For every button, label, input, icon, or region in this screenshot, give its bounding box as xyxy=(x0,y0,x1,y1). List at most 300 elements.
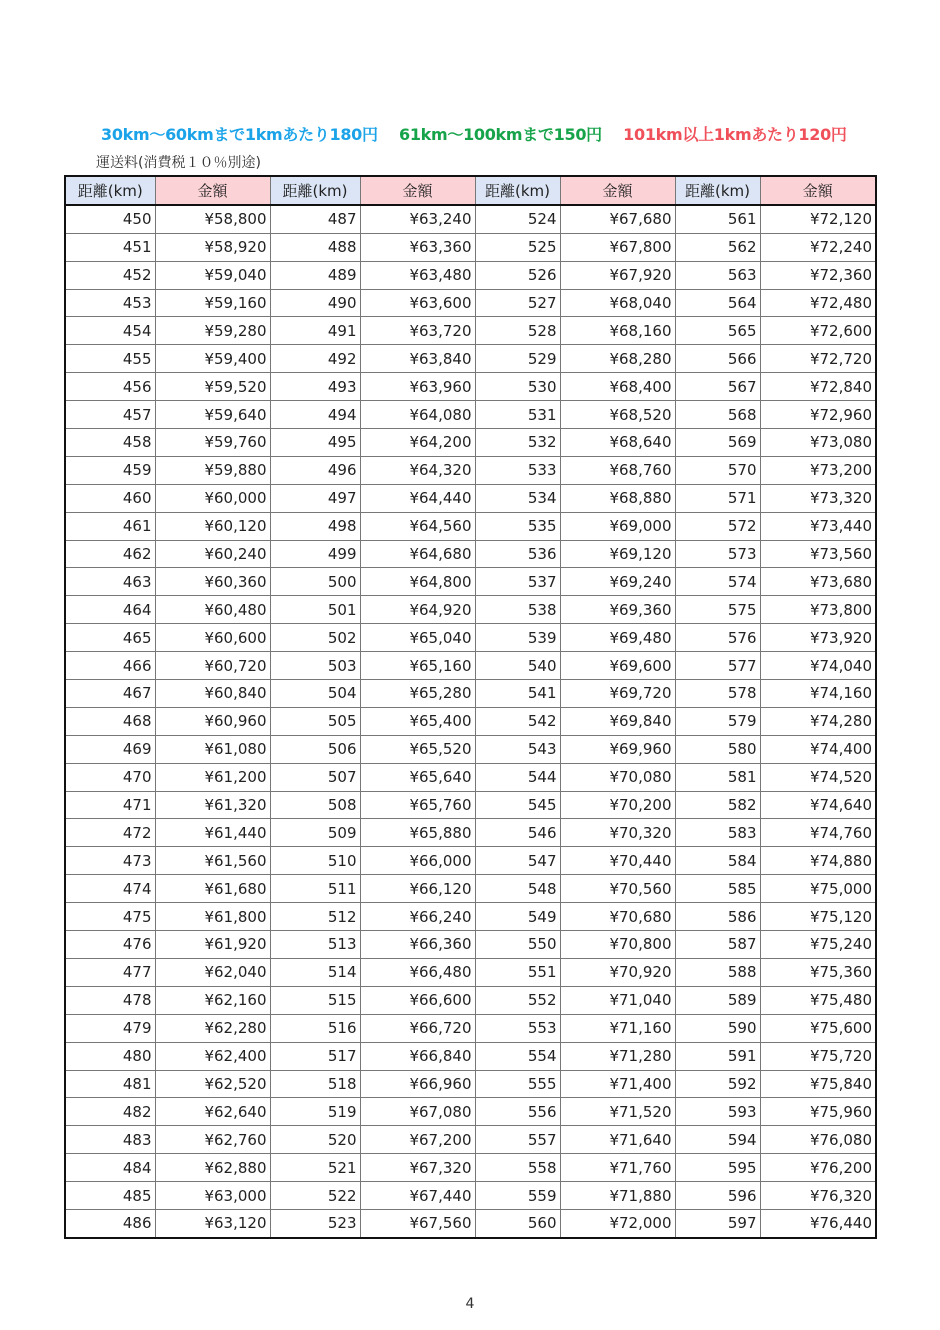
distance-cell: 569 xyxy=(675,429,760,457)
distance-cell: 463 xyxy=(65,568,155,596)
amount-cell: ¥67,080 xyxy=(360,1098,475,1126)
amount-header: 金額 xyxy=(760,176,876,205)
distance-cell: 480 xyxy=(65,1042,155,1070)
amount-cell: ¥61,080 xyxy=(155,735,270,763)
amount-cell: ¥60,240 xyxy=(155,540,270,568)
amount-cell: ¥71,760 xyxy=(560,1154,675,1182)
distance-cell: 575 xyxy=(675,596,760,624)
distance-cell: 551 xyxy=(475,958,560,986)
distance-cell: 472 xyxy=(65,819,155,847)
amount-cell: ¥72,600 xyxy=(760,317,876,345)
amount-cell: ¥66,120 xyxy=(360,875,475,903)
amount-cell: ¥73,440 xyxy=(760,512,876,540)
distance-cell: 488 xyxy=(270,233,360,261)
distance-cell: 485 xyxy=(65,1182,155,1210)
distance-cell: 538 xyxy=(475,596,560,624)
distance-cell: 490 xyxy=(270,289,360,317)
amount-cell: ¥60,960 xyxy=(155,707,270,735)
distance-cell: 568 xyxy=(675,401,760,429)
amount-cell: ¥64,680 xyxy=(360,540,475,568)
amount-cell: ¥65,040 xyxy=(360,624,475,652)
amount-cell: ¥63,480 xyxy=(360,261,475,289)
amount-cell: ¥71,160 xyxy=(560,1014,675,1042)
amount-cell: ¥67,920 xyxy=(560,261,675,289)
table-row xyxy=(65,1098,876,1126)
distance-cell: 577 xyxy=(675,652,760,680)
amount-cell: ¥70,320 xyxy=(560,819,675,847)
distance-cell: 533 xyxy=(475,456,560,484)
distance-cell: 518 xyxy=(270,1070,360,1098)
distance-cell: 450 xyxy=(65,205,155,233)
distance-cell: 492 xyxy=(270,345,360,373)
distance-cell: 471 xyxy=(65,791,155,819)
amount-cell: ¥71,040 xyxy=(560,986,675,1014)
table-row xyxy=(65,958,876,986)
distance-cell: 593 xyxy=(675,1098,760,1126)
table-row xyxy=(65,791,876,819)
distance-cell: 496 xyxy=(270,456,360,484)
distance-cell: 525 xyxy=(475,233,560,261)
table-body xyxy=(65,205,876,1238)
amount-cell: ¥74,760 xyxy=(760,819,876,847)
table-row xyxy=(65,429,876,457)
amount-cell: ¥62,280 xyxy=(155,1014,270,1042)
distance-cell: 466 xyxy=(65,652,155,680)
amount-cell: ¥66,000 xyxy=(360,847,475,875)
distance-cell: 465 xyxy=(65,624,155,652)
distance-cell: 517 xyxy=(270,1042,360,1070)
distance-cell: 469 xyxy=(65,735,155,763)
amount-cell: ¥62,880 xyxy=(155,1154,270,1182)
amount-cell: ¥67,200 xyxy=(360,1126,475,1154)
amount-cell: ¥62,640 xyxy=(155,1098,270,1126)
amount-cell: ¥66,240 xyxy=(360,903,475,931)
amount-cell: ¥63,600 xyxy=(360,289,475,317)
amount-cell: ¥74,400 xyxy=(760,735,876,763)
distance-cell: 458 xyxy=(65,429,155,457)
amount-cell: ¥66,720 xyxy=(360,1014,475,1042)
distance-cell: 556 xyxy=(475,1098,560,1126)
distance-cell: 513 xyxy=(270,931,360,959)
distance-cell: 478 xyxy=(65,986,155,1014)
distance-cell: 588 xyxy=(675,958,760,986)
distance-cell: 499 xyxy=(270,540,360,568)
amount-cell: ¥73,320 xyxy=(760,484,876,512)
table-row xyxy=(65,707,876,735)
distance-cell: 523 xyxy=(270,1209,360,1237)
amount-cell: ¥64,320 xyxy=(360,456,475,484)
amount-cell: ¥70,680 xyxy=(560,903,675,931)
table-row xyxy=(65,1182,876,1210)
distance-cell: 473 xyxy=(65,847,155,875)
amount-cell: ¥67,440 xyxy=(360,1182,475,1210)
table-row xyxy=(65,456,876,484)
amount-cell: ¥62,040 xyxy=(155,958,270,986)
amount-cell: ¥72,360 xyxy=(760,261,876,289)
amount-cell: ¥64,080 xyxy=(360,401,475,429)
amount-cell: ¥68,640 xyxy=(560,429,675,457)
distance-cell: 462 xyxy=(65,540,155,568)
distance-header: 距離(km) xyxy=(65,176,155,205)
distance-cell: 542 xyxy=(475,707,560,735)
amount-cell: ¥63,000 xyxy=(155,1182,270,1210)
distance-cell: 565 xyxy=(675,317,760,345)
distance-cell: 504 xyxy=(270,680,360,708)
distance-cell: 561 xyxy=(675,205,760,233)
rate-tier-3: 101km以上1kmあたり120円 xyxy=(623,125,847,144)
table-row xyxy=(65,317,876,345)
table-row xyxy=(65,345,876,373)
amount-cell: ¥68,760 xyxy=(560,456,675,484)
table-row xyxy=(65,903,876,931)
distance-cell: 583 xyxy=(675,819,760,847)
amount-cell: ¥63,360 xyxy=(360,233,475,261)
amount-cell: ¥63,240 xyxy=(360,205,475,233)
distance-cell: 537 xyxy=(475,568,560,596)
distance-cell: 589 xyxy=(675,986,760,1014)
distance-cell: 500 xyxy=(270,568,360,596)
distance-cell: 498 xyxy=(270,512,360,540)
table-row xyxy=(65,1014,876,1042)
amount-cell: ¥68,160 xyxy=(560,317,675,345)
rate-header xyxy=(101,122,863,145)
distance-cell: 557 xyxy=(475,1126,560,1154)
distance-cell: 535 xyxy=(475,512,560,540)
amount-cell: ¥59,040 xyxy=(155,261,270,289)
amount-cell: ¥61,200 xyxy=(155,763,270,791)
amount-cell: ¥71,640 xyxy=(560,1126,675,1154)
amount-cell: ¥71,280 xyxy=(560,1042,675,1070)
amount-cell: ¥60,720 xyxy=(155,652,270,680)
distance-cell: 540 xyxy=(475,652,560,680)
amount-cell: ¥65,400 xyxy=(360,707,475,735)
distance-cell: 547 xyxy=(475,847,560,875)
amount-header: 金額 xyxy=(155,176,270,205)
distance-header: 距離(km) xyxy=(270,176,360,205)
table-row xyxy=(65,373,876,401)
amount-cell: ¥67,680 xyxy=(560,205,675,233)
amount-cell: ¥71,880 xyxy=(560,1182,675,1210)
amount-cell: ¥63,720 xyxy=(360,317,475,345)
distance-cell: 555 xyxy=(475,1070,560,1098)
distance-cell: 474 xyxy=(65,875,155,903)
amount-cell: ¥68,400 xyxy=(560,373,675,401)
amount-header: 金額 xyxy=(560,176,675,205)
distance-cell: 563 xyxy=(675,261,760,289)
distance-cell: 522 xyxy=(270,1182,360,1210)
amount-cell: ¥70,200 xyxy=(560,791,675,819)
amount-cell: ¥64,440 xyxy=(360,484,475,512)
distance-cell: 483 xyxy=(65,1126,155,1154)
table-row xyxy=(65,1154,876,1182)
amount-cell: ¥63,120 xyxy=(155,1209,270,1237)
distance-cell: 572 xyxy=(675,512,760,540)
amount-cell: ¥68,520 xyxy=(560,401,675,429)
amount-cell: ¥58,800 xyxy=(155,205,270,233)
distance-cell: 491 xyxy=(270,317,360,345)
distance-cell: 581 xyxy=(675,763,760,791)
distance-cell: 548 xyxy=(475,875,560,903)
distance-cell: 495 xyxy=(270,429,360,457)
distance-cell: 570 xyxy=(675,456,760,484)
table-row xyxy=(65,484,876,512)
distance-cell: 481 xyxy=(65,1070,155,1098)
distance-header: 距離(km) xyxy=(675,176,760,205)
amount-cell: ¥69,600 xyxy=(560,652,675,680)
distance-cell: 592 xyxy=(675,1070,760,1098)
amount-cell: ¥61,680 xyxy=(155,875,270,903)
distance-cell: 501 xyxy=(270,596,360,624)
fare-table xyxy=(64,175,877,1239)
amount-cell: ¥59,880 xyxy=(155,456,270,484)
table-row xyxy=(65,819,876,847)
table-subtitle: 運送料(消費税１０％別途) xyxy=(96,155,261,171)
amount-cell: ¥62,520 xyxy=(155,1070,270,1098)
distance-cell: 529 xyxy=(475,345,560,373)
distance-cell: 528 xyxy=(475,317,560,345)
amount-cell: ¥65,160 xyxy=(360,652,475,680)
distance-cell: 508 xyxy=(270,791,360,819)
distance-cell: 580 xyxy=(675,735,760,763)
amount-cell: ¥73,080 xyxy=(760,429,876,457)
amount-cell: ¥65,520 xyxy=(360,735,475,763)
amount-cell: ¥74,520 xyxy=(760,763,876,791)
distance-cell: 511 xyxy=(270,875,360,903)
distance-cell: 576 xyxy=(675,624,760,652)
rate-tier-2: 61km～100kmまで150円 xyxy=(398,125,602,144)
amount-cell: ¥73,200 xyxy=(760,456,876,484)
distance-cell: 487 xyxy=(270,205,360,233)
amount-cell: ¥65,760 xyxy=(360,791,475,819)
distance-cell: 494 xyxy=(270,401,360,429)
amount-cell: ¥60,120 xyxy=(155,512,270,540)
amount-cell: ¥70,080 xyxy=(560,763,675,791)
distance-cell: 464 xyxy=(65,596,155,624)
amount-cell: ¥73,680 xyxy=(760,568,876,596)
amount-cell: ¥70,800 xyxy=(560,931,675,959)
distance-cell: 520 xyxy=(270,1126,360,1154)
distance-cell: 527 xyxy=(475,289,560,317)
amount-cell: ¥69,120 xyxy=(560,540,675,568)
distance-cell: 582 xyxy=(675,791,760,819)
distance-cell: 562 xyxy=(675,233,760,261)
amount-cell: ¥64,200 xyxy=(360,429,475,457)
distance-cell: 510 xyxy=(270,847,360,875)
amount-cell: ¥75,720 xyxy=(760,1042,876,1070)
distance-cell: 526 xyxy=(475,261,560,289)
amount-cell: ¥60,840 xyxy=(155,680,270,708)
amount-cell: ¥59,400 xyxy=(155,345,270,373)
distance-cell: 479 xyxy=(65,1014,155,1042)
amount-cell: ¥71,520 xyxy=(560,1098,675,1126)
amount-cell: ¥67,560 xyxy=(360,1209,475,1237)
distance-cell: 521 xyxy=(270,1154,360,1182)
table-row xyxy=(65,289,876,317)
amount-cell: ¥65,280 xyxy=(360,680,475,708)
amount-cell: ¥61,320 xyxy=(155,791,270,819)
distance-cell: 594 xyxy=(675,1126,760,1154)
table-row xyxy=(65,1042,876,1070)
table-header-row xyxy=(65,176,876,205)
amount-cell: ¥59,280 xyxy=(155,317,270,345)
amount-cell: ¥75,240 xyxy=(760,931,876,959)
distance-cell: 597 xyxy=(675,1209,760,1237)
distance-cell: 530 xyxy=(475,373,560,401)
amount-cell: ¥66,960 xyxy=(360,1070,475,1098)
amount-cell: ¥62,160 xyxy=(155,986,270,1014)
distance-cell: 531 xyxy=(475,401,560,429)
amount-cell: ¥68,880 xyxy=(560,484,675,512)
distance-cell: 536 xyxy=(475,540,560,568)
distance-cell: 574 xyxy=(675,568,760,596)
table-row xyxy=(65,568,876,596)
page-number: 4 xyxy=(465,1296,475,1312)
amount-cell: ¥66,480 xyxy=(360,958,475,986)
amount-cell: ¥74,160 xyxy=(760,680,876,708)
distance-cell: 512 xyxy=(270,903,360,931)
table-row xyxy=(65,233,876,261)
table-row xyxy=(65,512,876,540)
distance-cell: 585 xyxy=(675,875,760,903)
amount-cell: ¥72,120 xyxy=(760,205,876,233)
amount-cell: ¥69,840 xyxy=(560,707,675,735)
amount-cell: ¥69,000 xyxy=(560,512,675,540)
amount-cell: ¥72,960 xyxy=(760,401,876,429)
distance-cell: 509 xyxy=(270,819,360,847)
amount-cell: ¥61,920 xyxy=(155,931,270,959)
amount-cell: ¥63,840 xyxy=(360,345,475,373)
amount-cell: ¥74,640 xyxy=(760,791,876,819)
distance-cell: 505 xyxy=(270,707,360,735)
distance-cell: 507 xyxy=(270,763,360,791)
table-row xyxy=(65,1209,876,1237)
amount-cell: ¥60,480 xyxy=(155,596,270,624)
distance-cell: 475 xyxy=(65,903,155,931)
amount-cell: ¥64,920 xyxy=(360,596,475,624)
distance-cell: 564 xyxy=(675,289,760,317)
distance-cell: 470 xyxy=(65,763,155,791)
distance-cell: 489 xyxy=(270,261,360,289)
amount-cell: ¥69,720 xyxy=(560,680,675,708)
distance-cell: 546 xyxy=(475,819,560,847)
amount-cell: ¥64,560 xyxy=(360,512,475,540)
table-row xyxy=(65,1070,876,1098)
distance-cell: 534 xyxy=(475,484,560,512)
amount-cell: ¥72,480 xyxy=(760,289,876,317)
table-row xyxy=(65,624,876,652)
amount-cell: ¥76,320 xyxy=(760,1182,876,1210)
distance-cell: 553 xyxy=(475,1014,560,1042)
amount-cell: ¥69,960 xyxy=(560,735,675,763)
amount-cell: ¥75,840 xyxy=(760,1070,876,1098)
distance-cell: 558 xyxy=(475,1154,560,1182)
distance-cell: 467 xyxy=(65,680,155,708)
distance-cell: 459 xyxy=(65,456,155,484)
amount-cell: ¥60,000 xyxy=(155,484,270,512)
distance-cell: 456 xyxy=(65,373,155,401)
table-row xyxy=(65,763,876,791)
distance-cell: 476 xyxy=(65,931,155,959)
distance-cell: 541 xyxy=(475,680,560,708)
distance-cell: 461 xyxy=(65,512,155,540)
distance-cell: 578 xyxy=(675,680,760,708)
amount-cell: ¥66,600 xyxy=(360,986,475,1014)
distance-cell: 486 xyxy=(65,1209,155,1237)
distance-cell: 591 xyxy=(675,1042,760,1070)
table-row xyxy=(65,680,876,708)
amount-cell: ¥70,560 xyxy=(560,875,675,903)
distance-cell: 554 xyxy=(475,1042,560,1070)
amount-cell: ¥62,760 xyxy=(155,1126,270,1154)
amount-cell: ¥72,720 xyxy=(760,345,876,373)
distance-cell: 544 xyxy=(475,763,560,791)
amount-cell: ¥67,320 xyxy=(360,1154,475,1182)
amount-cell: ¥75,960 xyxy=(760,1098,876,1126)
distance-cell: 516 xyxy=(270,1014,360,1042)
amount-cell: ¥59,160 xyxy=(155,289,270,317)
distance-cell: 514 xyxy=(270,958,360,986)
amount-cell: ¥76,080 xyxy=(760,1126,876,1154)
amount-cell: ¥63,960 xyxy=(360,373,475,401)
distance-cell: 493 xyxy=(270,373,360,401)
distance-cell: 468 xyxy=(65,707,155,735)
amount-cell: ¥72,000 xyxy=(560,1209,675,1237)
amount-cell: ¥73,920 xyxy=(760,624,876,652)
table-row xyxy=(65,875,876,903)
amount-cell: ¥74,040 xyxy=(760,652,876,680)
amount-cell: ¥75,600 xyxy=(760,1014,876,1042)
amount-cell: ¥75,000 xyxy=(760,875,876,903)
amount-cell: ¥67,800 xyxy=(560,233,675,261)
distance-cell: 587 xyxy=(675,931,760,959)
amount-cell: ¥71,400 xyxy=(560,1070,675,1098)
distance-cell: 482 xyxy=(65,1098,155,1126)
amount-cell: ¥73,800 xyxy=(760,596,876,624)
distance-cell: 590 xyxy=(675,1014,760,1042)
amount-cell: ¥74,280 xyxy=(760,707,876,735)
distance-cell: 453 xyxy=(65,289,155,317)
table-row xyxy=(65,205,876,233)
distance-cell: 539 xyxy=(475,624,560,652)
amount-cell: ¥75,120 xyxy=(760,903,876,931)
amount-cell: ¥60,360 xyxy=(155,568,270,596)
amount-cell: ¥59,760 xyxy=(155,429,270,457)
table-row xyxy=(65,261,876,289)
amount-cell: ¥76,200 xyxy=(760,1154,876,1182)
amount-cell: ¥61,800 xyxy=(155,903,270,931)
distance-cell: 573 xyxy=(675,540,760,568)
table-row xyxy=(65,652,876,680)
amount-cell: ¥64,800 xyxy=(360,568,475,596)
distance-cell: 502 xyxy=(270,624,360,652)
amount-cell: ¥75,480 xyxy=(760,986,876,1014)
amount-cell: ¥73,560 xyxy=(760,540,876,568)
amount-cell: ¥69,240 xyxy=(560,568,675,596)
distance-cell: 455 xyxy=(65,345,155,373)
distance-cell: 559 xyxy=(475,1182,560,1210)
distance-cell: 451 xyxy=(65,233,155,261)
distance-cell: 477 xyxy=(65,958,155,986)
distance-cell: 595 xyxy=(675,1154,760,1182)
distance-cell: 549 xyxy=(475,903,560,931)
amount-cell: ¥66,840 xyxy=(360,1042,475,1070)
amount-cell: ¥62,400 xyxy=(155,1042,270,1070)
distance-cell: 571 xyxy=(675,484,760,512)
amount-cell: ¥72,840 xyxy=(760,373,876,401)
table-row xyxy=(65,596,876,624)
distance-cell: 560 xyxy=(475,1209,560,1237)
distance-cell: 550 xyxy=(475,931,560,959)
